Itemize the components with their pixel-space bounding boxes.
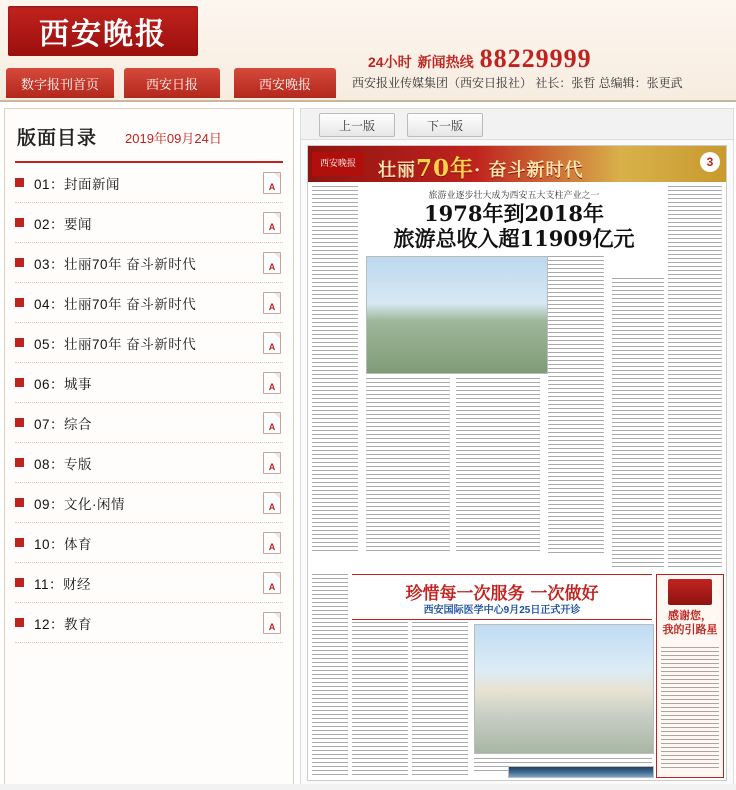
list-item-label: 城事 bbox=[64, 376, 93, 392]
headline-line-1: 1978年到2018年 bbox=[424, 201, 604, 226]
page-directory-panel bbox=[4, 108, 294, 786]
list-item[interactable] bbox=[15, 403, 283, 443]
article-headline bbox=[344, 202, 684, 251]
article-kicker: 旅游业逐步壮大成为西安五大支柱产业之一 bbox=[428, 190, 600, 200]
pdf-icon[interactable] bbox=[263, 532, 281, 554]
footer-strip bbox=[0, 784, 736, 790]
list-item-num: 07： bbox=[34, 416, 65, 432]
list-item-label: 要闻 bbox=[64, 216, 93, 232]
list-item-num: 10： bbox=[34, 536, 65, 552]
list-item[interactable] bbox=[15, 203, 283, 243]
hotline-label-left: 24小时 bbox=[368, 54, 412, 70]
band-title-left: 壮丽 bbox=[378, 160, 416, 181]
feature-photo-secondary bbox=[508, 766, 654, 778]
list-item[interactable] bbox=[15, 603, 283, 643]
issue-date: 2019年09月24日 bbox=[125, 131, 222, 146]
promo-title-line-2: 我的引路星 bbox=[662, 624, 718, 636]
pdf-icon[interactable] bbox=[263, 372, 281, 394]
list-item-num: 11： bbox=[34, 576, 64, 592]
text-column bbox=[366, 378, 450, 554]
bullet-icon bbox=[15, 338, 24, 347]
bullet-icon bbox=[15, 458, 24, 467]
list-item[interactable] bbox=[15, 563, 283, 603]
text-column bbox=[312, 186, 358, 554]
site-header bbox=[0, 0, 736, 102]
page-list bbox=[5, 163, 293, 643]
band-title-right: · 奋斗新时代 bbox=[474, 160, 584, 181]
hotline-number: 88229999 bbox=[479, 44, 592, 73]
headline-line-2: 旅游总收入超11909亿元 bbox=[393, 226, 635, 251]
text-column bbox=[312, 574, 348, 776]
pdf-icon[interactable] bbox=[263, 572, 281, 594]
list-item[interactable] bbox=[15, 443, 283, 483]
feature-photo bbox=[474, 624, 654, 754]
list-item-num: 09： bbox=[34, 496, 65, 512]
list-item-label: 综合 bbox=[64, 416, 93, 432]
bullet-icon bbox=[15, 498, 24, 507]
bullet-icon bbox=[15, 298, 24, 307]
list-item-label: 体育 bbox=[64, 536, 93, 552]
directory-header bbox=[15, 117, 283, 163]
pdf-icon[interactable] bbox=[263, 492, 281, 514]
list-item[interactable] bbox=[15, 283, 283, 323]
bullet-icon bbox=[15, 378, 24, 387]
list-item[interactable] bbox=[15, 323, 283, 363]
newspaper-body bbox=[308, 182, 726, 780]
text-column bbox=[412, 622, 468, 776]
bullet-icon bbox=[15, 618, 24, 627]
list-item-num: 05： bbox=[34, 336, 65, 352]
list-item[interactable] bbox=[15, 523, 283, 563]
list-item-num: 02： bbox=[34, 216, 65, 232]
list-item-label: 文化·闲情 bbox=[64, 496, 126, 512]
list-item[interactable] bbox=[15, 363, 283, 403]
list-item-num: 12： bbox=[34, 616, 65, 632]
list-item-num: 06： bbox=[34, 376, 65, 392]
pdf-icon[interactable] bbox=[263, 212, 281, 234]
list-item[interactable] bbox=[15, 483, 283, 523]
text-column bbox=[668, 186, 722, 570]
pdf-icon[interactable] bbox=[263, 172, 281, 194]
pdf-icon[interactable] bbox=[263, 412, 281, 434]
newspaper-masthead: 西安晚报 bbox=[312, 152, 364, 176]
article-photo bbox=[366, 256, 548, 374]
pager-toolbar bbox=[301, 109, 733, 140]
list-item-label: 封面新闻 bbox=[64, 176, 121, 192]
emblem-icon bbox=[668, 579, 712, 605]
list-item-label: 壮丽70年 奋斗新时代 bbox=[64, 336, 197, 352]
page-viewer-panel bbox=[300, 108, 734, 786]
pdf-icon[interactable] bbox=[263, 612, 281, 634]
list-item-label: 教育 bbox=[64, 616, 93, 632]
promo-title bbox=[657, 609, 723, 637]
feature-header bbox=[352, 574, 652, 620]
feature-subtitle: 西安国际医学中心9月25日正式开诊 bbox=[423, 605, 581, 616]
bullet-icon bbox=[15, 178, 24, 187]
list-item-label: 壮丽70年 奋斗新时代 bbox=[64, 256, 197, 272]
page-title: 版面目录 bbox=[17, 127, 98, 149]
bullet-icon bbox=[15, 258, 24, 267]
list-item-label: 专版 bbox=[64, 456, 93, 472]
list-item-num: 04： bbox=[34, 296, 65, 312]
text-column bbox=[661, 647, 719, 771]
list-item-num: 03： bbox=[34, 256, 65, 272]
text-column bbox=[548, 256, 604, 554]
bullet-icon bbox=[15, 578, 24, 587]
next-page-button[interactable]: 下一版 bbox=[407, 113, 483, 137]
content-area bbox=[0, 102, 736, 790]
bullet-icon bbox=[15, 418, 24, 427]
tab-xian-evening[interactable]: 西安晚报 bbox=[234, 68, 336, 98]
list-item[interactable] bbox=[15, 243, 283, 283]
feature-title: 珍惜每一次服务 一次做好 bbox=[405, 584, 599, 604]
newspaper-page-image[interactable] bbox=[307, 145, 727, 781]
newspaper-band bbox=[308, 146, 726, 182]
sidebar-promo-box bbox=[656, 574, 724, 778]
list-item[interactable] bbox=[15, 163, 283, 203]
promo-title-line-1: 感谢您， bbox=[668, 610, 712, 622]
site-logo[interactable]: 西安晚报 bbox=[8, 6, 198, 56]
main-nav bbox=[0, 68, 736, 100]
prev-page-button[interactable]: 上一版 bbox=[319, 113, 395, 137]
org-info: 西安报业传媒集团（西安日报社） 社长：张哲 总编辑：张更武 bbox=[352, 76, 683, 90]
list-item-label: 壮丽70年 奋斗新时代 bbox=[64, 296, 197, 312]
pdf-icon[interactable] bbox=[263, 332, 281, 354]
bullet-icon bbox=[15, 218, 24, 227]
hotline-label-right: 新闻热线 bbox=[417, 54, 474, 70]
text-column bbox=[612, 278, 664, 570]
band-title-big: 70年 bbox=[416, 155, 475, 182]
list-item-num: 01： bbox=[34, 176, 65, 192]
page-number-badge: 3 bbox=[700, 152, 720, 172]
bullet-icon bbox=[15, 538, 24, 547]
band-title bbox=[378, 150, 584, 183]
text-column bbox=[456, 378, 540, 554]
list-item-label: 财经 bbox=[63, 576, 92, 592]
text-column bbox=[352, 622, 408, 776]
pdf-icon[interactable] bbox=[263, 452, 281, 474]
tab-xian-daily[interactable]: 西安日报 bbox=[124, 68, 220, 98]
tab-digital-home[interactable]: 数字报刊首页 bbox=[6, 68, 114, 98]
pdf-icon[interactable] bbox=[263, 292, 281, 314]
list-item-num: 08： bbox=[34, 456, 65, 472]
pdf-icon[interactable] bbox=[263, 252, 281, 274]
